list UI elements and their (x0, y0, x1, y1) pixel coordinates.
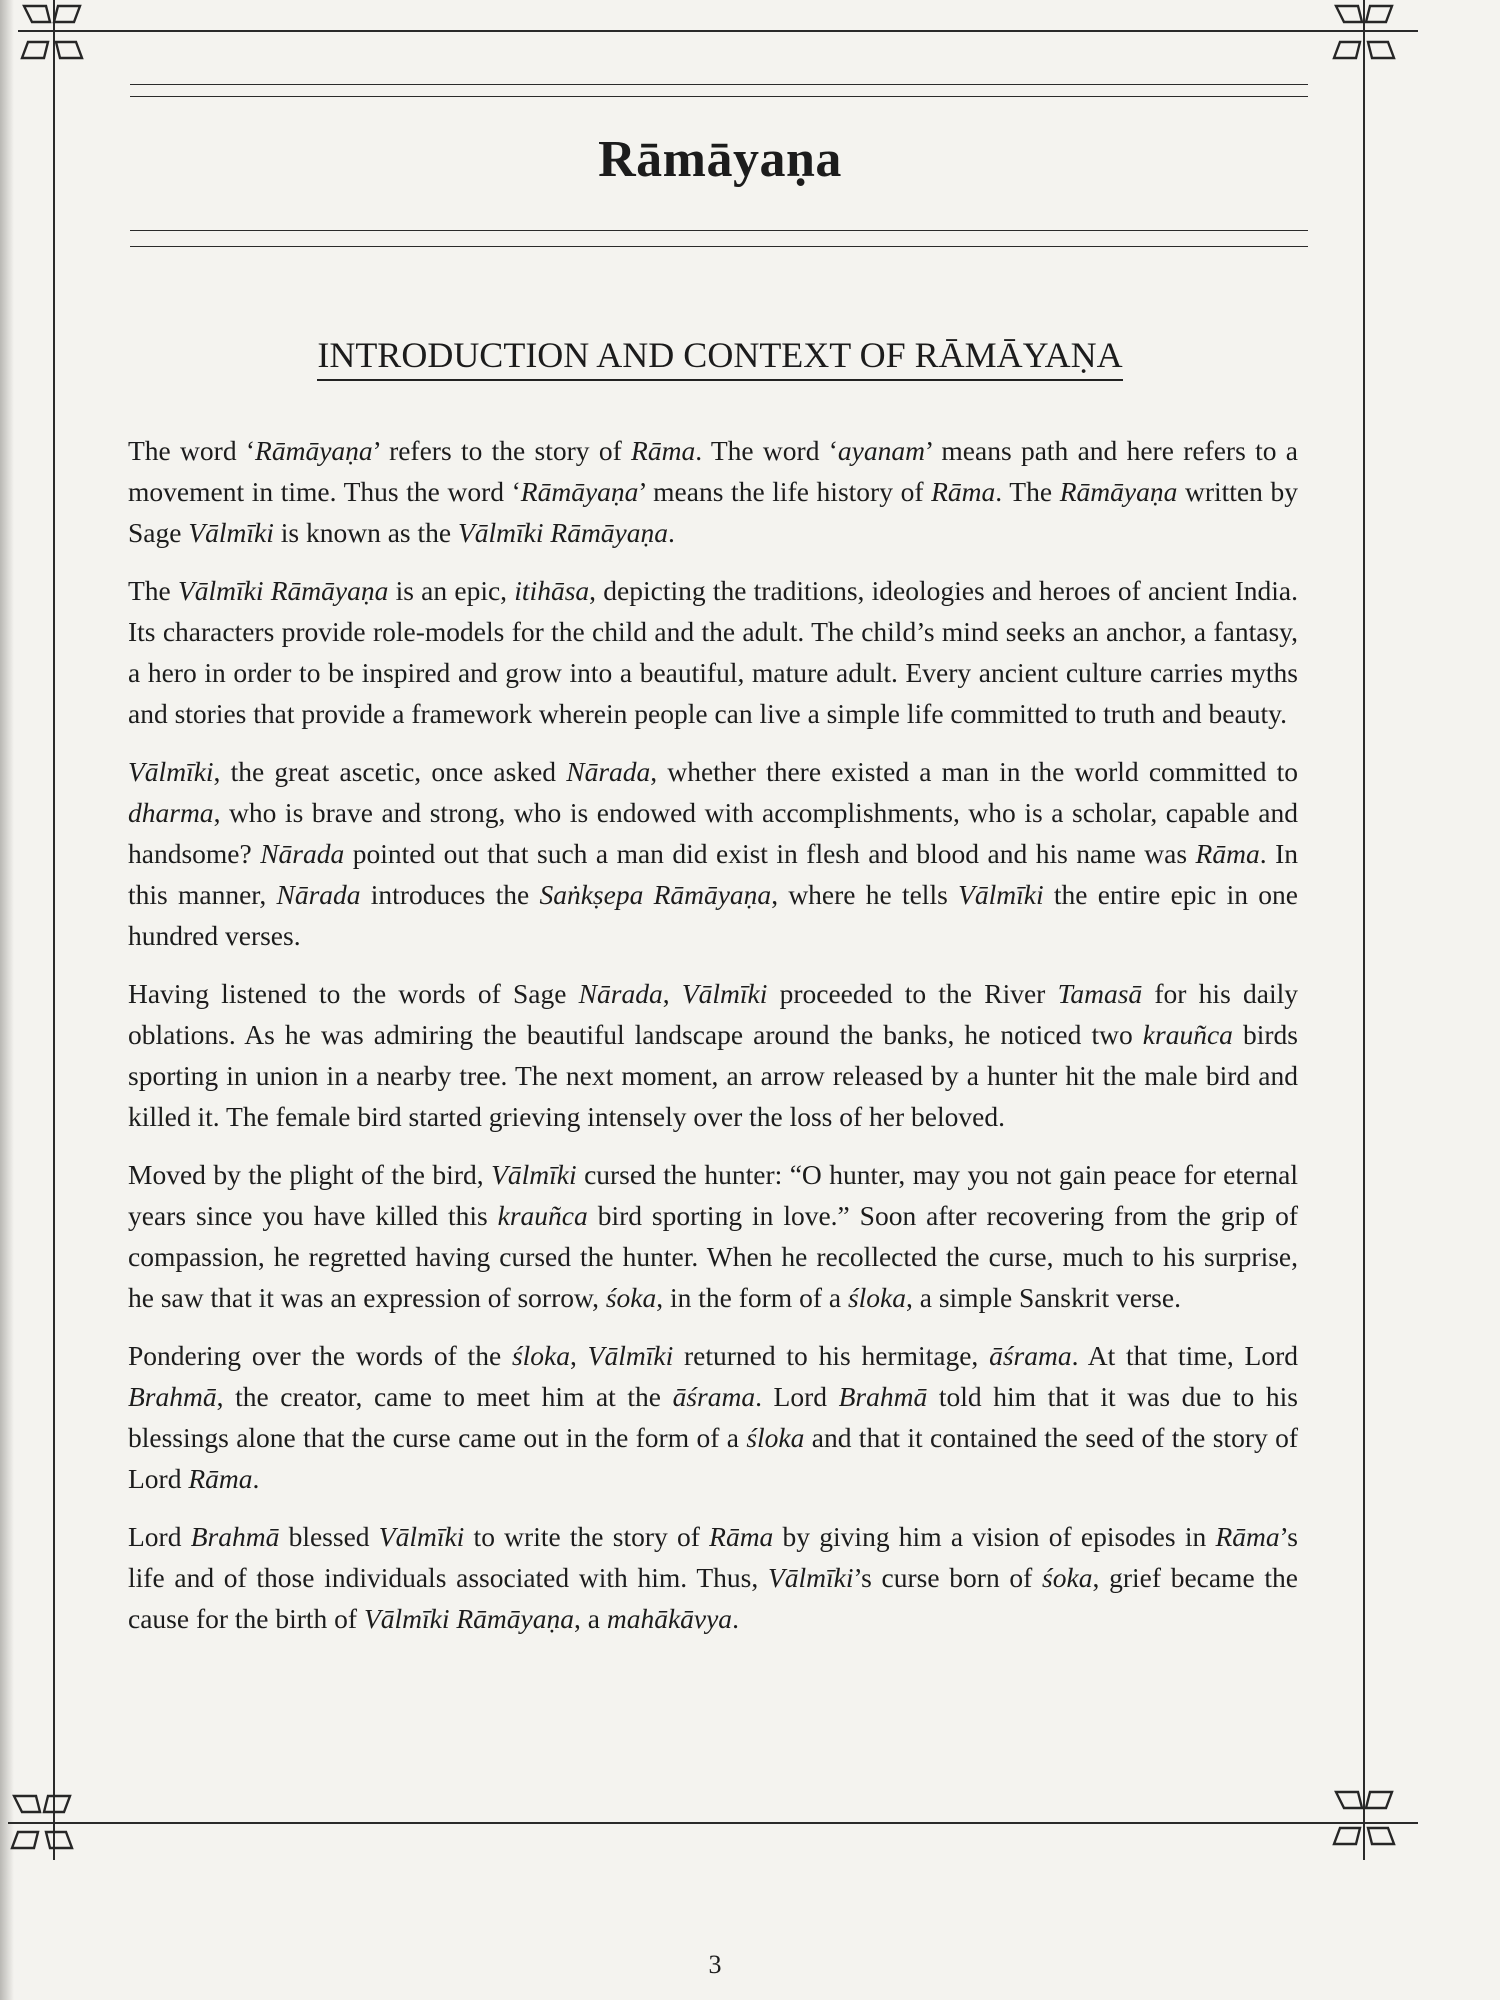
text-run: . The (995, 476, 1060, 507)
corner-ornament-bottom-left (0, 1790, 80, 1854)
paragraph (128, 1335, 1298, 1499)
text-run: , the great ascetic, once asked (213, 756, 567, 787)
italic-term: Rāma (1215, 1521, 1280, 1552)
italic-term: Vālmīki (958, 879, 1044, 910)
italic-term: Vālmīki (681, 978, 768, 1009)
corner-ornament-top-right (1322, 0, 1402, 64)
italic-term: Rāma (1195, 838, 1260, 869)
text-run: to write the story of (464, 1521, 710, 1552)
italic-term: mahākāvya (606, 1603, 733, 1634)
italic-term: dharma (128, 797, 214, 828)
text-run: introduces the (360, 879, 540, 910)
italic-term: Rāma (931, 476, 996, 507)
text-run: blessed (279, 1521, 379, 1552)
text-run: is an epic, (388, 575, 515, 606)
italic-term: Rāma (631, 435, 696, 466)
frame-right-line (1363, 0, 1365, 1860)
paragraph (128, 430, 1298, 553)
italic-term: Brahmā (128, 1381, 217, 1412)
italic-term: krauñca (497, 1200, 588, 1231)
italic-term: Rāma (709, 1521, 774, 1552)
text-run: is known as the (273, 517, 458, 548)
text-run: . At that time, Lord (1071, 1340, 1299, 1371)
italic-term: Vālmīki (128, 756, 214, 787)
italic-term: Vālmīki (587, 1340, 674, 1371)
italic-term: śloka (847, 1282, 906, 1313)
paragraph (128, 1154, 1298, 1318)
text-run: ’ means the life history of (638, 476, 932, 507)
italic-term: Nārada (566, 756, 651, 787)
text-run: , a simple Sanskrit verse. (906, 1282, 1181, 1313)
text-run: Moved by the plight of the bird, (128, 1159, 492, 1190)
text-run: , who is brave and strong, who is endowed with accomplishments, who is a scholar, capable and handsome? (128, 797, 1298, 869)
frame-bottom-line (8, 1822, 1418, 1824)
italic-term: Vālmīki Rāmāyaṇa (363, 1603, 574, 1634)
text-run: for his daily oblations. As he was admiring the beautiful landscape around the banks, he noticed two (128, 978, 1298, 1050)
text-run: returned to his hermitage, (673, 1340, 990, 1371)
text-run: ’s life and of those individuals associated with him. Thus, (128, 1521, 1298, 1593)
text-run: ’s curse born of (853, 1562, 1043, 1593)
corner-ornament-bottom-right (1322, 1786, 1402, 1850)
section-heading (0, 334, 1440, 376)
text-run: , a (573, 1603, 607, 1634)
text-run: the entire epic in one hundred verses. (128, 879, 1298, 951)
corner-ornament-top-left (10, 0, 90, 64)
italic-term: Vālmīki (188, 517, 274, 548)
title-rule-bottom-2 (130, 246, 1308, 247)
paragraph (128, 1516, 1298, 1639)
section-heading-text: INTRODUCTION AND CONTEXT OF RĀMĀYAṆA (317, 335, 1122, 381)
text-run: pointed out that such a man did exist in flesh and blood and his name was (344, 838, 1196, 869)
text-run: told him that it was due to his blessings alone that the curse came out in the form of a (128, 1381, 1298, 1453)
text-run: proceeded to the River (767, 978, 1058, 1009)
text-run: . (732, 1603, 739, 1634)
italic-term: ayanam (837, 435, 925, 466)
scan-edge-shadow (0, 0, 14, 2000)
text-run: The word ‘ (128, 435, 256, 466)
italic-term: Vālmīki Rāmāyaṇa (457, 517, 669, 548)
paragraph (128, 973, 1298, 1137)
italic-term: itihāsa (514, 575, 590, 606)
text-run: , (570, 1340, 588, 1371)
italic-term: Brahmā (838, 1381, 928, 1412)
italic-term: Vālmīki (378, 1521, 465, 1552)
text-run: , (662, 978, 682, 1009)
italic-term: Nārada (260, 838, 345, 869)
italic-term: Vālmīki Rāmāyaṇa (177, 575, 389, 606)
italic-term: śloka (746, 1422, 805, 1453)
italic-term: Rāma (188, 1463, 253, 1494)
text-run: . Lord (755, 1381, 839, 1412)
text-run: Pondering over the words of the (128, 1340, 512, 1371)
italic-term: Nārada (276, 879, 361, 910)
italic-term: Tamasā (1057, 978, 1143, 1009)
text-run: Lord (128, 1521, 191, 1552)
text-run: , depicting the traditions, ideologies and heroes of ancient India. Its characters provide role-models for the child and the adult. The child’s mind seeks an anchor, a fantasy, a hero in order to be inspired and grow into a beautiful, mature adult. Every ancient culture carries myths and stories that provide a framework wherein people can live a simple life committed to truth and beauty. (128, 575, 1298, 729)
italic-term: śoka (605, 1282, 657, 1313)
text-run: and that it contained the seed of the story of Lord (128, 1422, 1298, 1494)
italic-term: Rāmāyaṇa (1059, 476, 1178, 507)
italic-term: krauñca (1142, 1019, 1233, 1050)
italic-term: Saṅkṣepa Rāmāyaṇa (539, 879, 772, 910)
paragraph (128, 570, 1298, 734)
text-run: ’ refers to the story of (372, 435, 632, 466)
italic-term: Rāmāyaṇa (520, 476, 639, 507)
text-run: . (252, 1463, 260, 1494)
text-run: written by Sage (128, 476, 1298, 548)
page-title: Rāmāyaṇa (598, 131, 842, 188)
paragraph (128, 751, 1298, 956)
text-run: , the creator, came to meet him at the (216, 1381, 673, 1412)
text-run: The (128, 575, 178, 606)
text-run: cursed the hunter: “O hunter, may you not gain peace for eternal years since you have killed this (128, 1159, 1298, 1231)
body-text (128, 430, 1298, 1656)
italic-term: Nārada (578, 978, 663, 1009)
text-run: . (668, 517, 675, 548)
italic-term: Vālmīki (491, 1159, 577, 1190)
page-number: 3 (708, 1950, 722, 1979)
italic-term: āśrama (989, 1340, 1072, 1371)
text-run: , where he tells (771, 879, 959, 910)
text-run: Having listened to the words of Sage (128, 978, 579, 1009)
title-rule-bottom-1 (130, 230, 1308, 231)
text-run: . The word ‘ (695, 435, 838, 466)
frame-left-line (53, 0, 55, 1860)
italic-term: Brahmā (190, 1521, 280, 1552)
text-run: ’ means path and here refers to a movement in time. Thus the word ‘ (128, 435, 1298, 507)
text-run: , grief became the cause for the birth of (128, 1562, 1298, 1634)
italic-term: śloka (511, 1340, 570, 1371)
title-rule-top-2 (130, 96, 1308, 97)
text-run: bird sporting in love.” Soon after recovering from the grip of compassion, he regretted having cursed the hunter. When he recollected the curse, much to his surprise, he saw that it was an expression of sorrow, (128, 1200, 1299, 1313)
text-run: , whether there existed a man in the world committed to (650, 756, 1299, 787)
text-run: by giving him a vision of episodes in (773, 1521, 1216, 1552)
italic-term: āśrama (672, 1381, 756, 1412)
italic-term: śoka (1042, 1562, 1093, 1593)
text-run: . In this manner, (128, 838, 1298, 910)
italic-term: Rāmāyaṇa (255, 435, 373, 466)
frame-top-line (18, 30, 1418, 32)
text-run: birds sporting in union in a nearby tree. The next moment, an arrow released by a hunter hit the male bird and killed it. The female bird started grieving intensely over the loss of her beloved. (128, 1019, 1299, 1132)
italic-term: Vālmīki (767, 1562, 854, 1593)
title-rule-top-1 (130, 84, 1308, 85)
text-run: , in the form of a (656, 1282, 848, 1313)
